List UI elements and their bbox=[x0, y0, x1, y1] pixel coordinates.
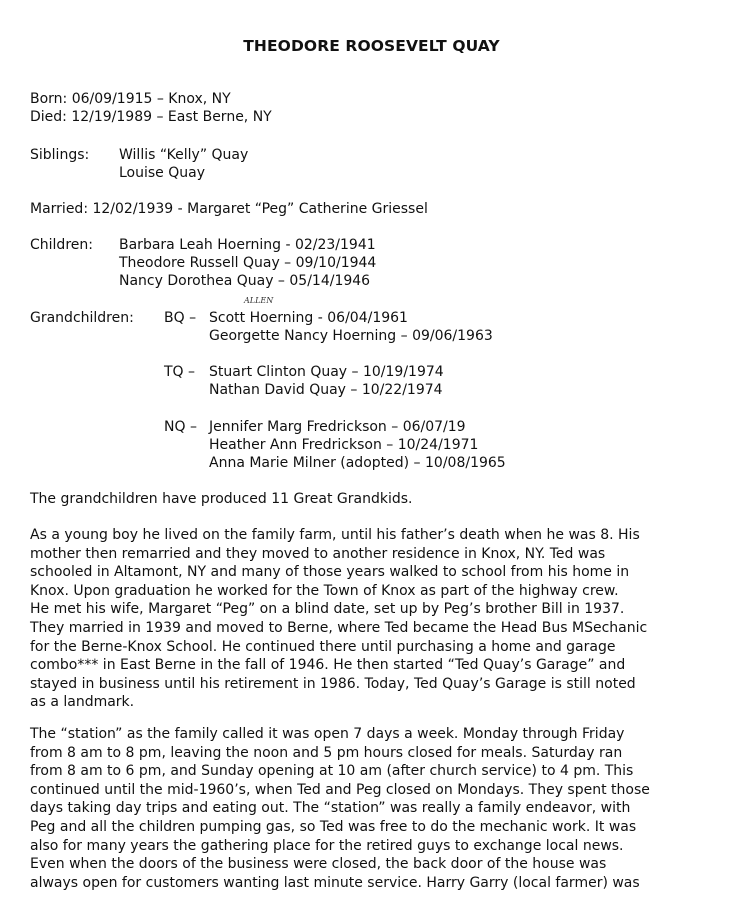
paragraph-line: as a landmark. bbox=[30, 694, 135, 711]
paragraph-line: Knox. Upon graduation he worked for the Town of Knox as part of the highway crew. bbox=[30, 582, 619, 599]
sibling-name: Louise Quay bbox=[119, 165, 205, 181]
paragraph-line: schooled in Altamont, NY and many of those years walked to school from his home in bbox=[30, 564, 630, 581]
family-code-nq: NQ – bbox=[164, 419, 197, 435]
child-name: Barbara Leah Hoerning - 02/23/1941 bbox=[119, 237, 376, 253]
grandchild-name: Jennifer Marg Fredrickson – 06/07/19 bbox=[209, 419, 466, 435]
biography-paragraph-2 bbox=[30, 725, 720, 892]
paragraph-line: always open for customers wanting last minute service. Harry Garry (local farmer) was bbox=[30, 874, 640, 891]
died-line: Died: 12/19/1989 – East Berne, NY bbox=[30, 109, 272, 125]
family-code-bq: BQ – bbox=[164, 310, 197, 326]
born-line: Born: 06/09/1915 – Knox, NY bbox=[30, 91, 231, 107]
grandchild-name: Anna Marie Milner (adopted) – 10/08/1965 bbox=[209, 455, 506, 471]
paragraph-line: stayed in business until his retirement in 1986. Today, Ted Quay’s Garage is still noted bbox=[30, 675, 636, 692]
paragraph-line: combo*** in East Berne in the fall of 1946. He then started “Ted Quay’s Garage” and bbox=[30, 657, 626, 674]
paragraph-line: continued until the mid-1960’s, when Ted and Peg closed on Mondays. They spent those bbox=[30, 781, 650, 798]
paragraph-line: also for many years the gathering place for the retired guys to exchange local news. bbox=[30, 837, 624, 854]
children-label: Children: bbox=[30, 237, 93, 253]
sibling-name: Willis “Kelly” Quay bbox=[119, 147, 249, 163]
grandchild-name: Heather Ann Fredrickson – 10/24/1971 bbox=[209, 437, 479, 453]
married-line: Married: 12/02/1939 - Margaret “Peg” Catherine Griessel bbox=[30, 201, 428, 217]
handwritten-annotation: ALLEN bbox=[244, 296, 274, 305]
paragraph-line: They married in 1939 and moved to Berne, where Ted became the Head Bus MSechanic bbox=[30, 619, 648, 636]
great-grandkids-line: The grandchildren have produced 11 Great Grandkids. bbox=[30, 491, 413, 507]
paragraph-line: for the Berne-Knox School. He continued there until purchasing a home and garage bbox=[30, 638, 616, 655]
paragraph-line: Peg and all the children pumping gas, so Ted was free to do the mechanic work. It was bbox=[30, 818, 637, 835]
paragraph-line: As a young boy he lived on the family farm, until his father’s death when he was 8. His bbox=[30, 527, 640, 543]
grandchildren-label: Grandchildren: bbox=[30, 310, 134, 326]
biography-paragraph-1 bbox=[30, 526, 720, 712]
grandchild-name: Georgette Nancy Hoerning – 09/06/1963 bbox=[209, 328, 493, 344]
paragraph-line: The “station” as the family called it was open 7 days a week. Monday through Friday bbox=[30, 726, 625, 742]
paragraph-line: Even when the doors of the business were closed, the back door of the house was bbox=[30, 856, 607, 873]
paragraph-line: days taking day trips and eating out. The “station” was really a family endeavor, with bbox=[30, 800, 631, 817]
child-name: Nancy Dorothea Quay – 05/14/1946 bbox=[119, 273, 371, 289]
grandchild-name: Scott Hoerning - 06/04/1961 bbox=[209, 310, 408, 326]
grandchild-name: Nathan David Quay – 10/22/1974 bbox=[209, 382, 443, 398]
paragraph-line: from 8 am to 8 pm, leaving the noon and 5 pm hours closed for meals. Saturday ran bbox=[30, 744, 623, 761]
page-title: THEODORE ROOSEVELT QUAY bbox=[243, 37, 500, 55]
child-name: Theodore Russell Quay – 09/10/1944 bbox=[119, 255, 377, 271]
family-code-tq: TQ – bbox=[164, 364, 196, 380]
siblings-label: Siblings: bbox=[30, 147, 90, 163]
paragraph-line: from 8 am to 6 pm, and Sunday opening at 10 am (after church service) to 4 pm. This bbox=[30, 763, 634, 780]
paragraph-line: mother then remarried and they moved to another residence in Knox, NY. Ted was bbox=[30, 545, 606, 562]
grandchild-name: Stuart Clinton Quay – 10/19/1974 bbox=[209, 364, 444, 380]
paragraph-line: He met his wife, Margaret “Peg” on a blind date, set up by Peg’s brother Bill in 1937. bbox=[30, 601, 625, 618]
